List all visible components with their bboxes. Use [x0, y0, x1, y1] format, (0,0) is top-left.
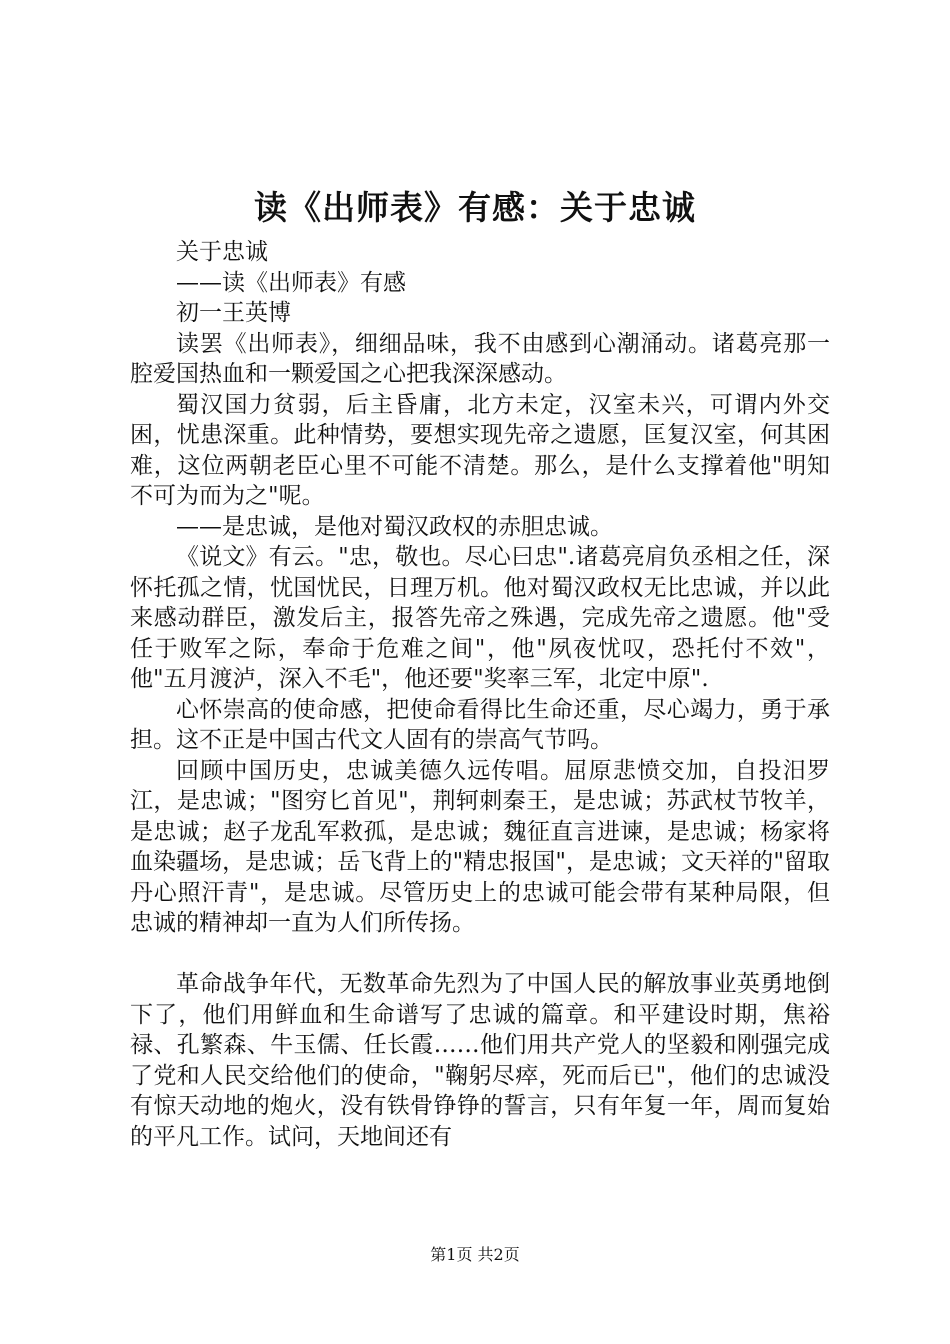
paragraph: 心怀崇高的使命感，把使命看得比生命还重，尽心竭力，勇于承担。这不正是中国古代文人固有的崇高气节吗。	[130, 696, 830, 753]
paragraph: 《说文》有云。"忠，敬也。尽心曰忠".诸葛亮肩负丞相之任，深怀托孤之情，忧国忧民，日理万机。他对蜀汉政权无比忠诚，并以此来感动群臣，激发后主，报答先帝之殊遇，完成先帝之遗愿。他"受任于败军之际，奉命于危难之间"，他"夙夜忧叹，恐托付不效"，他"五月渡泸，深入不毛"，他还要"奖率三军，北定中原".	[130, 544, 830, 692]
paragraph-author: 初一王英博	[176, 300, 291, 326]
paragraph: 蜀汉国力贫弱，后主昏庸，北方未定，汉室未兴，可谓内外交困，忧患深重。此种情势，要想实现先帝之遗愿，匡复汉室，何其困难，这位两朝老臣心里不可能不清楚。那么，是什么支撑着他"明知不可为而为之"呢。	[130, 391, 830, 509]
paragraph: ——是忠诚，是他对蜀汉政权的赤胆忠诚。	[176, 513, 613, 540]
paragraph: 革命战争年代，无数革命先烈为了中国人民的解放事业英勇地倒下了，他们用鲜血和生命谱写了忠诚的篇章。和平建设时期，焦裕禄、孔繁森、牛玉儒、任长霞……他们用共产党人的坚毅和刚强完成了党和人民交给他们的使命，"鞠躬尽瘁，死而后已"，他们的忠诚没有惊天动地的炮火，没有铁骨铮铮的誓言，只有年复一年，周而复始的平凡工作。试问，天地间还有	[130, 971, 830, 1150]
page-number-footer: 第1页 共2页	[430, 1245, 520, 1264]
document-title: 读《出师表》有感：关于忠诚	[254, 188, 696, 227]
paragraph: 回顾中国历史，忠诚美德久远传唱。屈原悲愤交加，自投汨罗江，是忠诚；"图穷匕首见"，荆轲刺秦王，是忠诚；苏武杖节牧羊，是忠诚；赵子龙乱军救孤，是忠诚；魏征直言进谏，是忠诚；杨家将血染疆场，是忠诚；岳飞背上的"精忠报国"，是忠诚；文天祥的"留取丹心照汗青"，是忠诚。尽管历史上的忠诚可能会带有某种局限，但忠诚的精神却一直为人们所传扬。	[130, 757, 830, 936]
paragraph-subtitle: ——读《出师表》有感	[176, 269, 406, 296]
paragraph: 读罢《出师表》，细细品味，我不由感到心潮涌动。诸葛亮那一腔爱国热血和一颗爱国之心把我深深感动。	[130, 330, 830, 387]
document-body	[130, 237, 830, 1152]
paragraph-heading: 关于忠诚	[176, 239, 268, 265]
